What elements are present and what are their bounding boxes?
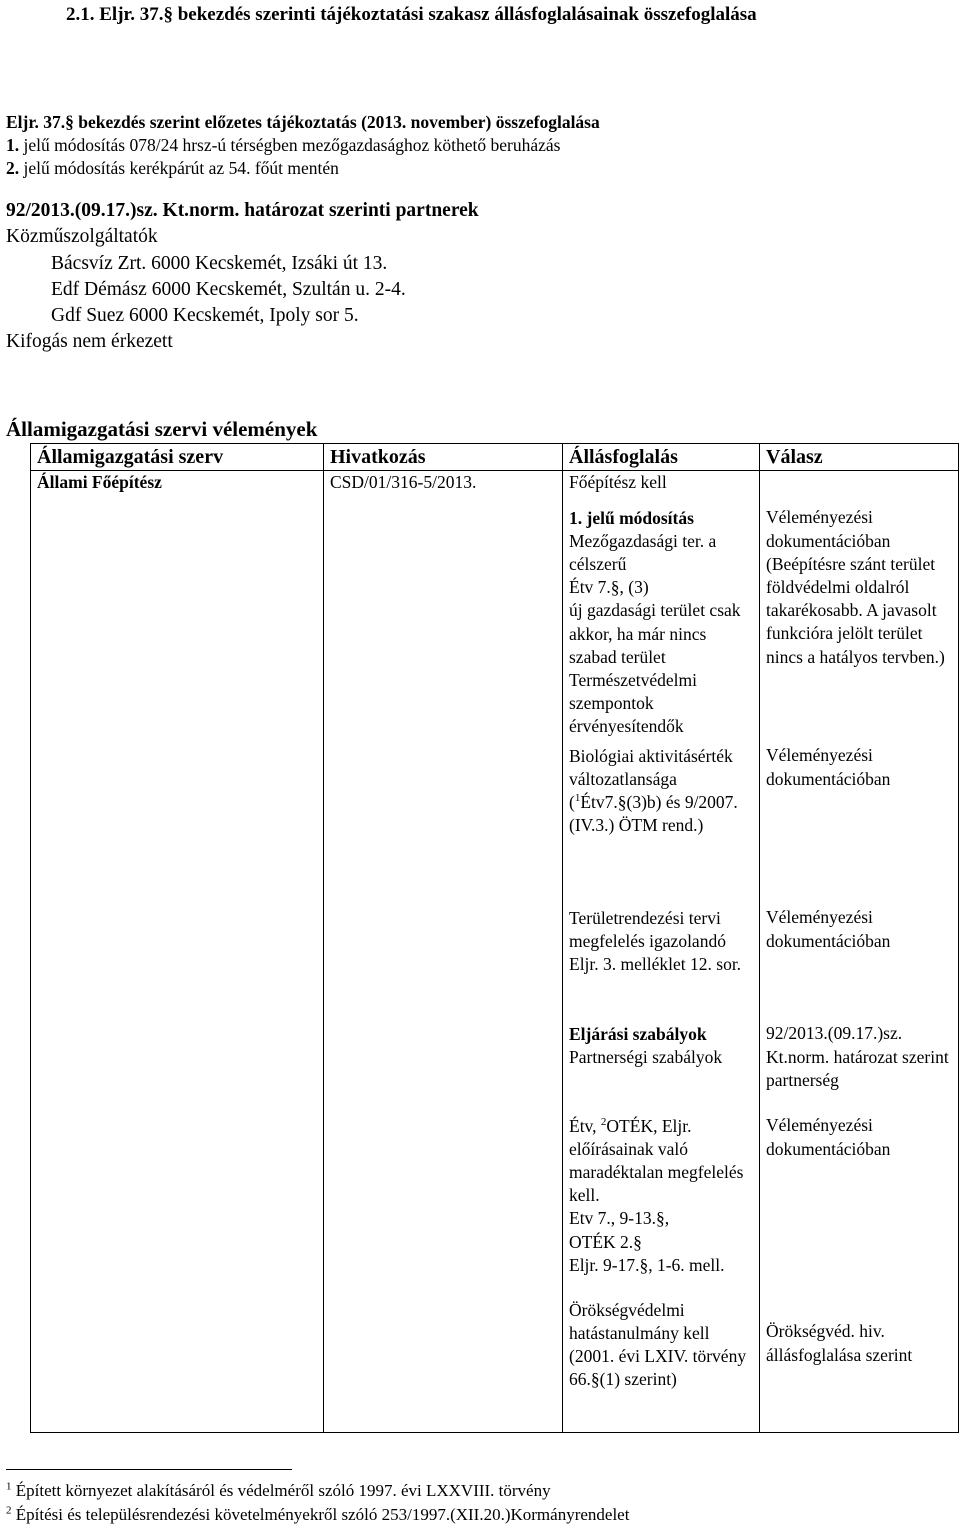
no-objection-note: Kifogás nem érkezett <box>6 330 173 352</box>
column-header: Válasz <box>760 444 959 471</box>
answer-block: 92/2013.(09.17.)sz. Kt.norm. határozat szerint partnerség <box>766 1023 949 1090</box>
column-header: Államigazgatási szerv <box>31 444 324 471</box>
answer-block: Véleményezési dokumentációban <box>766 745 891 789</box>
partners-heading: 92/2013.(09.17.)sz. Kt.norm. határozat szerinti partnerek <box>6 200 479 222</box>
summary-heading: Eljr. 37.§ bekezdés szerint előzetes tájékoztatás (2013. november) összefoglalása <box>6 112 600 132</box>
answer-cell <box>760 471 959 1433</box>
position-block: Étv, $^2$OTÉK, Eljr. előírásainak való maradéktalan megfelelés kell. Etv 7., 9-13.§, OTÉK 2.§ Eljr. 9-17.§, 1-6. mell. <box>569 1115 744 1275</box>
reference-cell: CSD/01/316-5/2013. <box>324 471 563 1433</box>
page-title: 2.1. Eljr. 37.§ bekezdés szerinti tájékoztatási szakasz állásfoglalásainak összefoglalása <box>66 4 757 25</box>
utilities-heading: Közműszolgáltatók <box>6 226 158 248</box>
utility-item: Gdf Suez 6000 Kecskemét, Ipoly sor 5. <box>51 304 359 326</box>
modification-1: 1. jelű módosítás 078/24 hrsz-ú térségben mezőgazdasághoz köthető beruházás <box>6 135 561 156</box>
position-block: Területrendezési tervi megfelelés igazolandó Eljr. 3. melléklet 12. sor. <box>569 907 742 974</box>
utility-item: Edf Démász 6000 Kecskemét, Szultán u. 2-4. <box>51 278 406 300</box>
position-block: Eljárási szabályok Partnerségi szabályok <box>569 1023 723 1067</box>
position-cell <box>563 471 760 1433</box>
table-header-row <box>31 444 959 471</box>
position-intro: Főépítész kell <box>569 472 667 493</box>
section-title: Államigazgatási szervi vélemények <box>6 417 318 441</box>
answer-block: Véleményezési dokumentációban <box>766 907 891 951</box>
position-block: Biológiai aktivitásérték változatlansága ($^1$Étv7.§(3)b) és 9/2007.(IV.3.) ÖTM rend.) <box>569 745 738 836</box>
authority-cell: Állami Főépítész <box>31 471 324 1433</box>
opinions-table <box>30 443 959 1433</box>
answer-block: Véleményezési dokumentációban <box>766 1115 891 1159</box>
modification-2: 2. jelű módosítás kerékpárút az 54. főút mentén <box>6 158 339 179</box>
footnote: $^1$ Épített környezet alakításáról és védelméről szóló 1997. évi LXXVIII. törvény <box>6 1480 551 1500</box>
answer-block: Véleményezési dokumentációban (Beépítésre szánt terület földvédelmi oldalról takarékosabb. A javasolt funkcióra jelölt terület nincs a hatályos tervben.) <box>766 507 945 667</box>
column-header: Állásfoglalás <box>563 444 760 471</box>
column-header: Hivatkozás <box>324 444 563 471</box>
position-block: Örökségvédelmi hatástanulmány kell (2001. évi LXIV. törvény 66.§(1) szerint) <box>569 1299 747 1390</box>
position-block: 1. jelű módosítás Mezőgazdasági ter. a célszerű Étv 7.§, (3) új gazdasági terület csak akkor, ha már nincs szabad terület Természetvédelmi szempontok érvényesítendők <box>569 507 741 737</box>
answer-block: Örökségvéd. hiv. állásfoglalása szerint <box>766 1321 913 1365</box>
utility-item: Bácsvíz Zrt. 6000 Kecskemét, Izsáki út 13. <box>51 252 388 274</box>
footnote-separator <box>6 1469 292 1470</box>
intro-section <box>6 111 600 355</box>
table-row <box>31 471 959 1433</box>
footnote: $^2$ Építési és településrendezési követelményekről szóló 253/1997.(XII.20.)Kormányrendelet <box>6 1504 630 1524</box>
